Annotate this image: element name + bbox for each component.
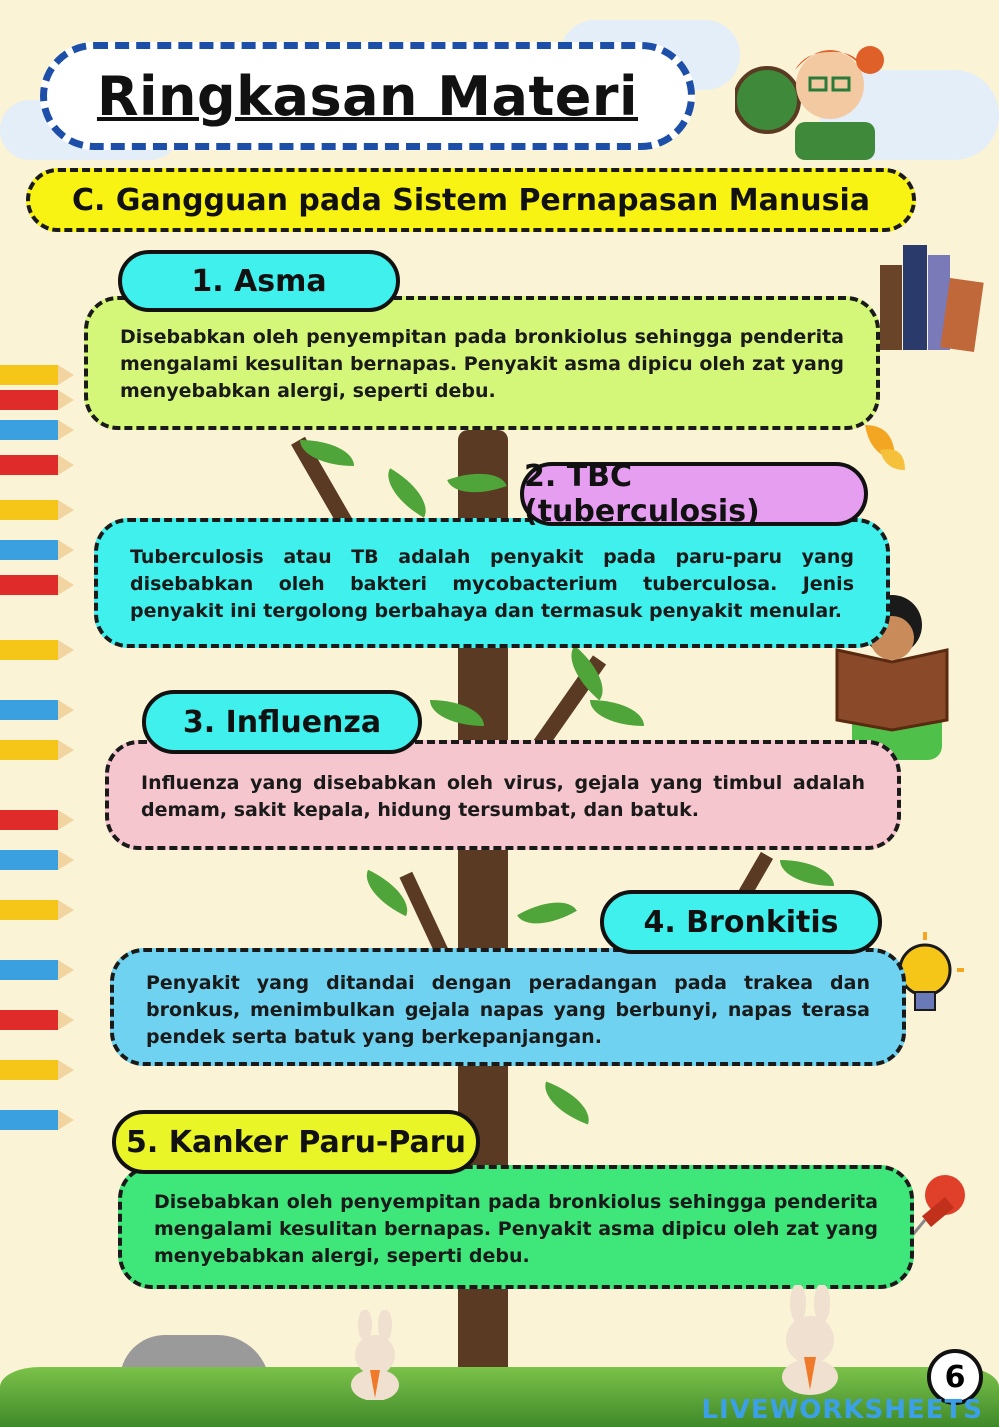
watermark-logo: LIVEWORKSHEETS bbox=[701, 1395, 983, 1425]
bunny-illustration bbox=[770, 1285, 850, 1395]
heading-tbc: 2. TBC (tuberculosis) bbox=[520, 462, 868, 526]
card-kanker-text: Disebabkan oleh penyempitan pada bronkiolus sehingga penderita mengalami kesulitan bernapas. Penyakit asma dipicu oleh zat yang menyebabkan alergi, seperti debu. bbox=[154, 1191, 878, 1267]
bunny-illustration bbox=[340, 1310, 410, 1400]
card-influenza bbox=[105, 740, 901, 850]
card-tbc-text: Tuberculosis atau TB adalah penyakit pada paru-paru yang disebabkan oleh bakteri mycobacterium tuberculosa. Jenis penyakit ini tergolong berbahaya dan termasuk penyakit menular. bbox=[130, 546, 854, 622]
section-banner bbox=[26, 168, 916, 232]
page-title: Ringkasan Materi bbox=[96, 64, 639, 128]
card-bronkitis-text: Penyakit yang ditandai dengan peradangan pada trakea dan bronkus, menimbulkan gejala napas yang berbunyi, napas terasa pendek serta batuk yang berkepanjangan. bbox=[146, 972, 870, 1048]
card-kanker bbox=[118, 1165, 914, 1289]
card-asma-text: Disebabkan oleh penyempitan pada bronkiolus sehingga penderita mengalami kesulitan bernapas. Penyakit asma dipicu oleh zat yang menyebabkan alergi, seperti debu. bbox=[120, 326, 844, 402]
heading-influenza: 3. Influenza bbox=[142, 690, 422, 754]
heading-bronkitis: 4. Bronkitis bbox=[600, 890, 882, 954]
page-number: 6 bbox=[927, 1349, 983, 1405]
card-influenza-text: Influenza yang disebabkan oleh virus, gejala yang timbul adalah demam, sakit kepala, hidung tersumbat, dan batuk. bbox=[141, 772, 865, 821]
title-banner bbox=[40, 42, 695, 150]
section-title: C. Gangguan pada Sistem Pernapasan Manusia bbox=[71, 182, 870, 218]
card-asma bbox=[84, 296, 880, 430]
books-illustration bbox=[875, 235, 985, 355]
heading-kanker: 5. Kanker Paru-Paru bbox=[112, 1110, 480, 1174]
girl-with-globe-illustration bbox=[735, 30, 885, 160]
heading-asma: 1. Asma bbox=[118, 250, 400, 312]
card-tbc bbox=[94, 518, 890, 648]
card-bronkitis bbox=[110, 948, 906, 1066]
